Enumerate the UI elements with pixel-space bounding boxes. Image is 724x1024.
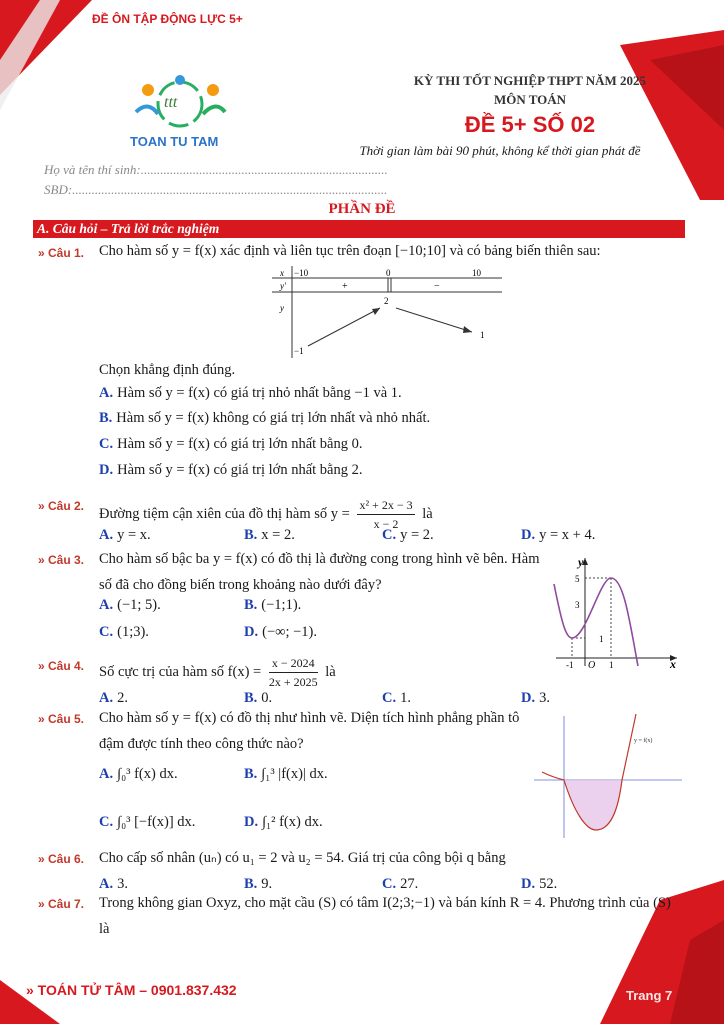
option-text: (−1; 5).	[117, 597, 161, 613]
option-letter: D.	[244, 814, 259, 830]
logo-icon	[128, 72, 233, 132]
subject: MÔN TOÁN	[493, 92, 567, 107]
option-letter: A.	[99, 385, 114, 401]
q4-fraction	[269, 654, 318, 691]
option-letter: C.	[99, 436, 114, 452]
table-y: y	[280, 303, 284, 313]
q5-option-b[interactable]	[244, 764, 328, 784]
q5-option-c[interactable]	[99, 812, 195, 832]
option-text: x = 2.	[261, 527, 295, 543]
part-title: PHẦN ĐỀ	[328, 201, 396, 217]
table-sign-2: −	[434, 281, 440, 292]
option-text: y = x.	[117, 527, 151, 543]
option-text: ∫₀³ f(x) dx.	[117, 766, 178, 782]
logo-text: TOAN TU TAM	[130, 134, 219, 149]
q2-option-c[interactable]	[382, 525, 434, 545]
footer-brand: » TOÁN TỬ TÂM – 0901.837.432	[26, 982, 237, 998]
option-text: 0.	[261, 690, 273, 706]
table-x3: 10	[472, 268, 481, 278]
q4-numerator: x − 2024	[269, 654, 318, 673]
option-letter: B.	[244, 690, 258, 706]
q3-option-b[interactable]	[244, 595, 301, 615]
graph-y-label: y	[578, 555, 584, 569]
q4-option-b[interactable]	[244, 688, 272, 708]
q4-denominator: 2x + 2025	[268, 675, 318, 689]
candidate-id: SBD:.................................................................................................	[44, 182, 388, 197]
table-x: x	[280, 268, 284, 278]
exam-title: KỲ THI TỐT NGHIỆP THPT NĂM 2025	[413, 73, 647, 88]
q3-option-d[interactable]	[244, 622, 317, 642]
logo	[128, 72, 233, 154]
q2-numerator: x² + 2x − 3	[357, 496, 414, 515]
section-bar	[33, 220, 685, 238]
option-text: 2.	[117, 690, 128, 706]
question-4-label: » Câu 4.	[38, 659, 85, 673]
option-text: y = x + 4.	[539, 527, 596, 543]
q2-option-a[interactable]	[99, 525, 151, 545]
option-letter: C.	[99, 624, 114, 640]
option-letter: D.	[244, 624, 259, 640]
q4-text-a: Số cực trị của hàm số f(x) =	[99, 663, 262, 680]
time-note: Thời gian làm bài 90 phút, không kể thời gian phát đề	[359, 143, 641, 158]
q6-option-d[interactable]	[521, 874, 557, 894]
option-letter: D.	[521, 690, 536, 706]
candidate-name: Họ và tên thí sinh:............................................................................	[44, 162, 388, 177]
option-letter: C.	[382, 527, 397, 543]
q3-option-c[interactable]	[99, 622, 149, 642]
graph-tick-5: 5	[575, 574, 580, 584]
option-text: 27.	[400, 876, 419, 892]
graph-tick-1: 1	[599, 634, 604, 644]
option-text: 3.	[117, 876, 128, 892]
series-title: ĐỀ ÔN TẬP ĐỘNG LỰC 5+	[92, 12, 243, 26]
option-text: Hàm số y = f(x) có giá trị nhỏ nhất bằng −1 và 1.	[117, 385, 402, 401]
question-6-text: Cho cấp số nhân (uₙ) có u₁ = 2 và u₂ = 54. Giá trị của công bội q bằng	[99, 850, 506, 866]
table-yprime: y'	[280, 281, 286, 291]
option-letter: C.	[99, 814, 114, 830]
option-text: ∫₀³ [−f(x)] dx.	[117, 814, 196, 830]
option-letter: B.	[244, 597, 258, 613]
table-v1: −1	[294, 346, 304, 356]
question-3-text: Cho hàm số bậc ba y = f(x) có đồ thị là đường cong trong hình vẽ bên. Hàm số đã cho đồng biến trong khoảng nào dưới đây?	[99, 551, 540, 593]
option-text: (−∞; −1).	[262, 624, 317, 640]
graph-tick-neg1: -1	[566, 660, 574, 670]
option-letter: D.	[521, 876, 536, 892]
table-v3: 1	[480, 330, 485, 340]
option-text: 3.	[539, 690, 550, 706]
question-4-text	[99, 654, 336, 691]
table-sign-1: +	[342, 281, 348, 292]
graph-tick-3: 3	[575, 600, 580, 610]
question-2-label: » Câu 2.	[38, 499, 85, 513]
option-letter: A.	[99, 597, 114, 613]
option-text: 1.	[400, 690, 411, 706]
option-text: Hàm số y = f(x) có giá trị lớn nhất bằng 0.	[117, 436, 363, 452]
option-letter: D.	[521, 527, 536, 543]
table-x1: −10	[294, 268, 309, 278]
option-text: (1;3).	[117, 624, 149, 640]
option-letter: C.	[382, 876, 397, 892]
q1-option-d[interactable]	[99, 460, 362, 480]
question-5-label: » Câu 5.	[38, 712, 85, 726]
q4-option-a[interactable]	[99, 688, 128, 708]
graph-origin: O	[588, 660, 596, 670]
q5-option-d[interactable]	[244, 812, 323, 832]
option-letter: B.	[244, 766, 258, 782]
variation-table	[272, 266, 502, 358]
question-6-label: » Câu 6.	[38, 852, 85, 866]
q4-option-d[interactable]	[521, 688, 550, 708]
option-letter: C.	[382, 690, 397, 706]
table-x2: 0	[386, 268, 391, 278]
section-title: A. Câu hỏi – Trả lời trắc nghiệm	[37, 221, 220, 236]
graph-x-label: x	[670, 657, 676, 670]
option-text: 9.	[261, 876, 273, 892]
option-letter: A.	[99, 766, 114, 782]
option-text: Hàm số y = f(x) không có giá trị lớn nhất và nhỏ nhất.	[116, 410, 431, 426]
page-number: Trang 7	[626, 988, 673, 1003]
question-3-label: » Câu 3.	[38, 553, 85, 567]
option-letter: D.	[99, 462, 114, 478]
option-letter: A.	[99, 876, 114, 892]
q6-option-a[interactable]	[99, 874, 128, 894]
option-letter: A.	[99, 690, 114, 706]
q2-text-a: Đường tiệm cận xiên của đồ thị hàm số y =	[99, 505, 350, 522]
table-v2: 2	[384, 296, 389, 306]
option-letter: B.	[244, 876, 258, 892]
q3-graph	[552, 554, 682, 670]
question-1-text: Cho hàm số y = f(x) xác định và liên tục trên đoạn [−10;10] và có bảng biến thiên sau:	[99, 243, 601, 259]
q5-graph-label: y = f(x)	[634, 738, 653, 744]
option-text: ∫₁² f(x) dx.	[262, 814, 323, 830]
q2-option-b[interactable]	[244, 525, 295, 545]
q6-option-b[interactable]	[244, 874, 272, 894]
q2-text-b: là	[422, 505, 433, 522]
q5-graph	[534, 712, 684, 842]
q4-text-b: là	[325, 663, 336, 680]
q1-option-a[interactable]	[99, 383, 402, 403]
option-text: (−1;1).	[261, 597, 302, 613]
option-letter: B.	[99, 410, 113, 426]
option-letter: B.	[244, 527, 258, 543]
question-5-text: Cho hàm số y = f(x) có đồ thị như hình vẽ. Diện tích hình phẳng phần tô đậm được tính theo công thức nào?	[99, 710, 520, 752]
q3-option-a[interactable]	[99, 595, 161, 615]
question-7-text: Trong không gian Oxyz, cho mặt cầu (S) có tâm I(2;3;−1) và bán kính R = 4. Phương trình của (S) là	[99, 895, 671, 937]
q2-option-d[interactable]	[521, 525, 595, 545]
exam-code: ĐỀ 5+ SỐ 02	[464, 112, 596, 137]
logo-initials: ttt	[164, 94, 178, 111]
q6-option-c[interactable]	[382, 874, 418, 894]
option-text: 52.	[539, 876, 558, 892]
q4-option-c[interactable]	[382, 688, 411, 708]
option-letter: A.	[99, 527, 114, 543]
question-label: » Câu 1.	[38, 246, 85, 260]
q1-prompt: Chọn khẳng định đúng.	[99, 362, 236, 378]
q1-option-c[interactable]	[99, 434, 362, 454]
q2-denominator: x − 2	[373, 517, 399, 531]
q5-option-a[interactable]	[99, 764, 178, 784]
option-text: Hàm số y = f(x) có giá trị lớn nhất bằng 2.	[117, 462, 363, 478]
option-text: ∫₁³ |f(x)| dx.	[261, 766, 328, 782]
option-text: y = 2.	[400, 527, 434, 543]
q1-option-b[interactable]	[99, 408, 430, 428]
graph-tick-x1: 1	[609, 660, 614, 670]
question-7-label: » Câu 7.	[38, 897, 85, 911]
